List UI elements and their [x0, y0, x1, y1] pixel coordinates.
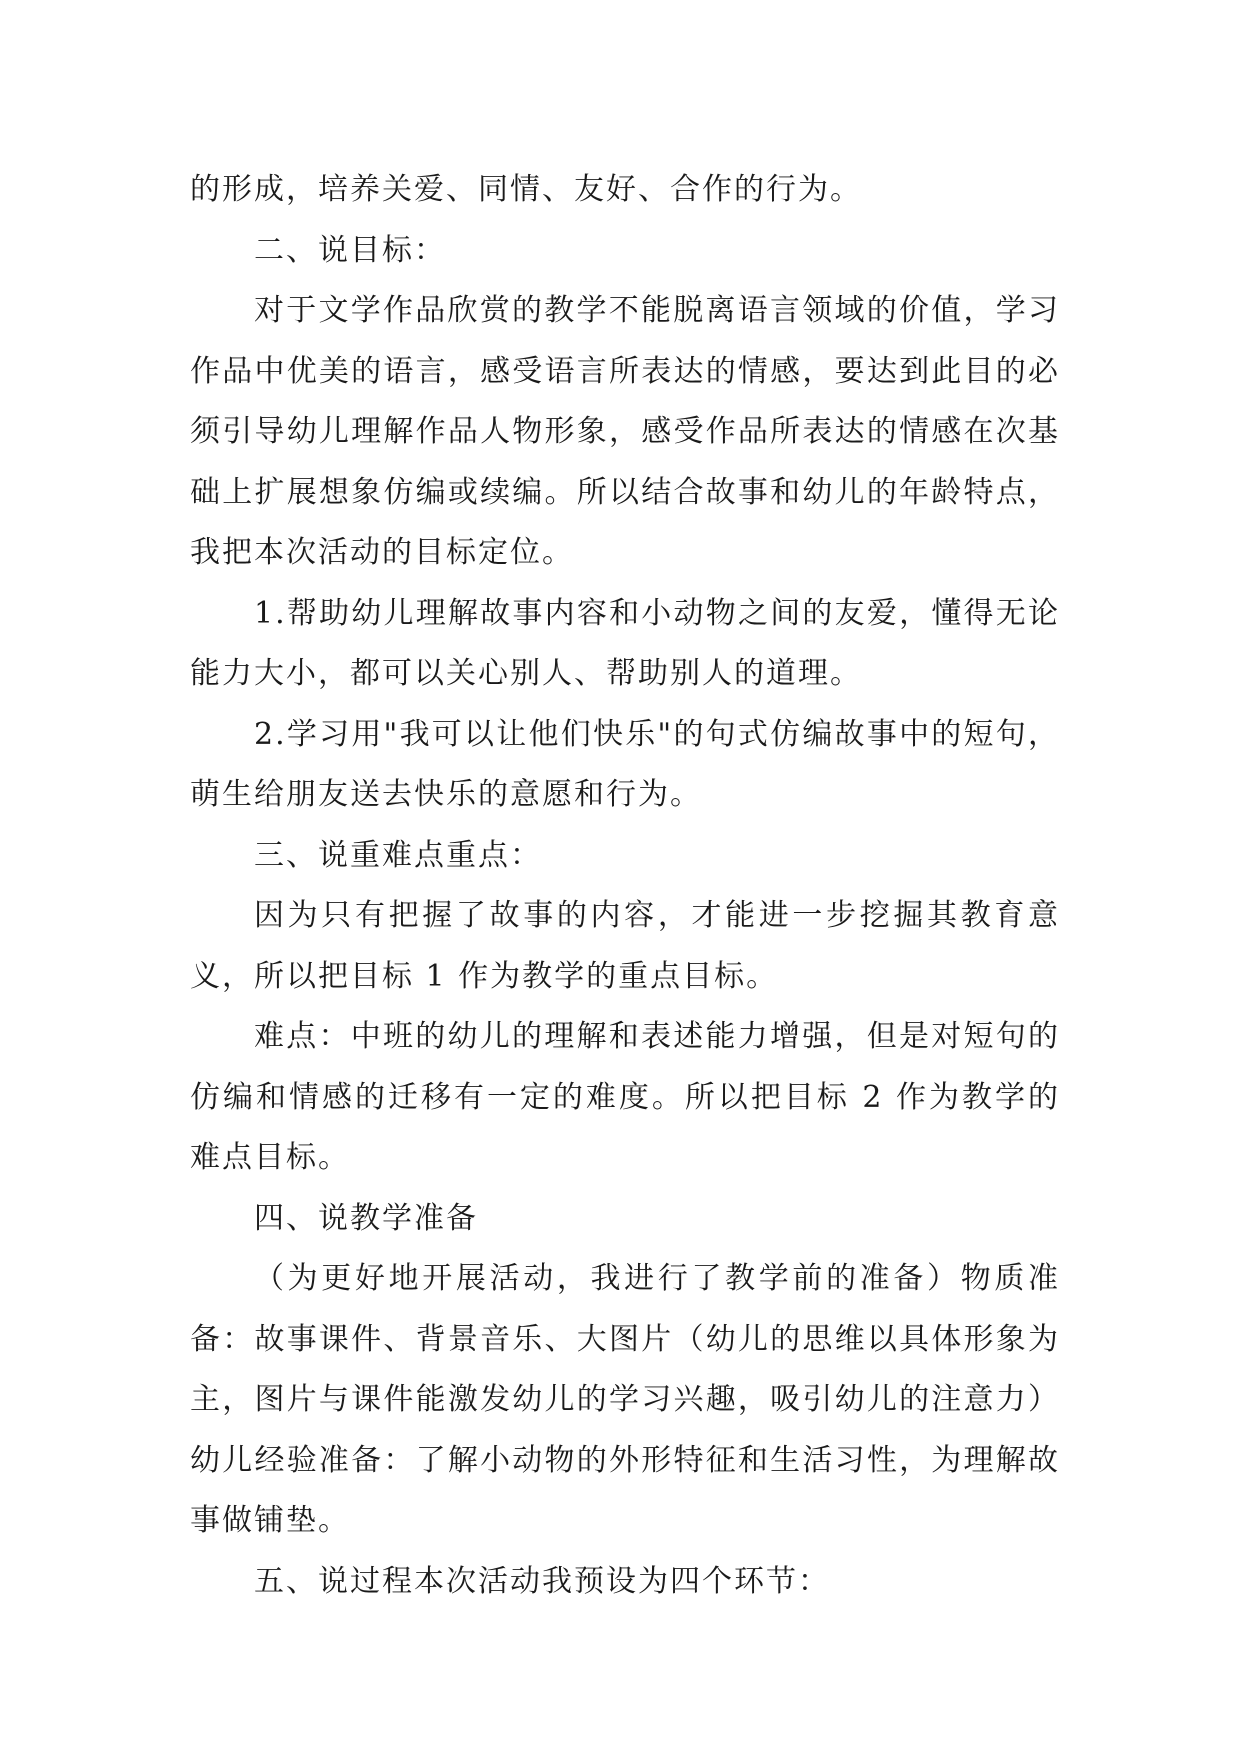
paragraph-difficult-point: 难点：中班的幼儿的理解和表述能力增强，但是对短句的仿编和情感的迁移有一定的难度。所以把目标 2 作为教学的难点目标。: [190, 1019, 1060, 1175]
paragraph-preparation: （为更好地开展活动，我进行了教学前的准备）物质准备：故事课件、背景音乐、大图片（幼儿的思维以具体形象为主，图片与课件能激发幼儿的学习兴趣，吸引幼儿的注意力）幼儿经验准备：了解小动物的外形特征和生活习性，为理解故事做铺垫。: [190, 1261, 1060, 1538]
paragraph-key-point: 因为只有把握了故事的内容，才能进一步挖掘其教育意义，所以把目标 1 作为教学的重点目标。: [190, 898, 1060, 994]
heading-key-points: 三、说重难点重点：: [254, 837, 542, 873]
objective-item-1: 1.帮助幼儿理解故事内容和小动物之间的友爱，懂得无论能力大小，都可以关心别人、帮助别人的道理。: [190, 595, 1060, 691]
objective-item-2: 2.学习用"我可以让他们快乐"的句式仿编故事中的短句，萌生给朋友送去快乐的意愿和行为。: [190, 716, 1060, 812]
paragraph-objectives-intro: 对于文学作品欣赏的教学不能脱离语言领域的价值，学习作品中优美的语言，感受语言所表达的情感，要达到此目的必须引导幼儿理解作品人物形象，感受作品所表达的情感在次基础上扩展想象仿编或续编。所以结合故事和幼儿的年龄特点，我把本次活动的目标定位。: [190, 293, 1060, 570]
heading-process: 五、说过程本次活动我预设为四个环节：: [254, 1563, 830, 1599]
heading-objectives: 二、说目标：: [254, 232, 446, 268]
paragraph-continuation: 的形成，培养关爱、同情、友好、合作的行为。: [190, 172, 862, 207]
heading-preparation: 四、说教学准备: [254, 1200, 478, 1236]
body-text: [190, 160, 1060, 1612]
